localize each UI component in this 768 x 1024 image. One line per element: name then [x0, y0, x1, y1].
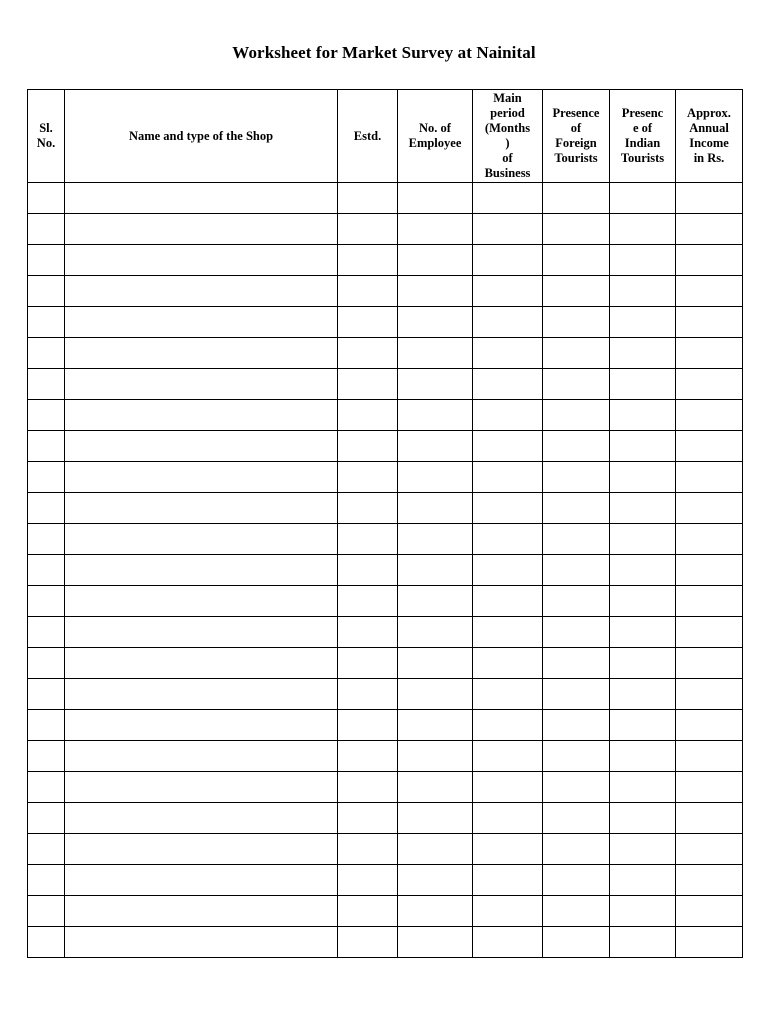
- cell-sl-no: [28, 772, 65, 803]
- cell-indian-tourists: [610, 710, 676, 741]
- cell-annual-income: [676, 927, 743, 958]
- cell-indian-tourists: [610, 524, 676, 555]
- cell-estd: [338, 896, 398, 927]
- cell-foreign-tourists: [543, 276, 610, 307]
- cell-shop-name: [65, 648, 338, 679]
- cell-foreign-tourists: [543, 710, 610, 741]
- table-row: [28, 865, 743, 896]
- cell-shop-name: [65, 834, 338, 865]
- cell-business-period: [473, 648, 543, 679]
- cell-annual-income: [676, 400, 743, 431]
- col-header-employees: No. of Employee: [398, 90, 473, 183]
- cell-shop-name: [65, 276, 338, 307]
- cell-shop-name: [65, 462, 338, 493]
- survey-table-body: [28, 183, 743, 958]
- cell-employees: [398, 648, 473, 679]
- table-row: [28, 710, 743, 741]
- cell-business-period: [473, 307, 543, 338]
- cell-indian-tourists: [610, 648, 676, 679]
- cell-annual-income: [676, 431, 743, 462]
- cell-sl-no: [28, 865, 65, 896]
- cell-sl-no: [28, 524, 65, 555]
- cell-foreign-tourists: [543, 865, 610, 896]
- cell-estd: [338, 648, 398, 679]
- cell-indian-tourists: [610, 462, 676, 493]
- cell-indian-tourists: [610, 865, 676, 896]
- cell-annual-income: [676, 741, 743, 772]
- col-header-business-period: Main period (Months ) of Business: [473, 90, 543, 183]
- cell-annual-income: [676, 369, 743, 400]
- cell-employees: [398, 586, 473, 617]
- cell-sl-no: [28, 617, 65, 648]
- cell-annual-income: [676, 183, 743, 214]
- cell-sl-no: [28, 183, 65, 214]
- table-row: [28, 772, 743, 803]
- cell-business-period: [473, 462, 543, 493]
- cell-foreign-tourists: [543, 679, 610, 710]
- cell-employees: [398, 679, 473, 710]
- cell-employees: [398, 276, 473, 307]
- cell-foreign-tourists: [543, 741, 610, 772]
- cell-employees: [398, 245, 473, 276]
- cell-shop-name: [65, 338, 338, 369]
- cell-employees: [398, 214, 473, 245]
- cell-estd: [338, 307, 398, 338]
- cell-indian-tourists: [610, 617, 676, 648]
- cell-annual-income: [676, 307, 743, 338]
- cell-annual-income: [676, 338, 743, 369]
- cell-sl-no: [28, 927, 65, 958]
- cell-sl-no: [28, 586, 65, 617]
- cell-business-period: [473, 245, 543, 276]
- cell-estd: [338, 741, 398, 772]
- table-row: [28, 927, 743, 958]
- table-row: [28, 896, 743, 927]
- cell-shop-name: [65, 586, 338, 617]
- cell-shop-name: [65, 710, 338, 741]
- table-row: [28, 803, 743, 834]
- cell-employees: [398, 369, 473, 400]
- cell-annual-income: [676, 586, 743, 617]
- cell-foreign-tourists: [543, 772, 610, 803]
- table-row: [28, 462, 743, 493]
- cell-indian-tourists: [610, 927, 676, 958]
- cell-indian-tourists: [610, 834, 676, 865]
- cell-employees: [398, 741, 473, 772]
- cell-annual-income: [676, 276, 743, 307]
- cell-annual-income: [676, 803, 743, 834]
- worksheet-title: Worksheet for Market Survey at Nainital: [232, 43, 536, 62]
- cell-foreign-tourists: [543, 617, 610, 648]
- cell-shop-name: [65, 679, 338, 710]
- cell-sl-no: [28, 307, 65, 338]
- header-row: [28, 90, 743, 183]
- cell-indian-tourists: [610, 586, 676, 617]
- cell-foreign-tourists: [543, 369, 610, 400]
- cell-annual-income: [676, 865, 743, 896]
- table-row: [28, 307, 743, 338]
- cell-indian-tourists: [610, 307, 676, 338]
- cell-estd: [338, 834, 398, 865]
- survey-table: [27, 89, 743, 958]
- col-header-foreign-tourists: Presence of Foreign Tourists: [543, 90, 610, 183]
- cell-sl-no: [28, 648, 65, 679]
- table-row: [28, 276, 743, 307]
- table-row: [28, 586, 743, 617]
- cell-business-period: [473, 183, 543, 214]
- table-row: [28, 834, 743, 865]
- cell-business-period: [473, 555, 543, 586]
- cell-foreign-tourists: [543, 400, 610, 431]
- cell-shop-name: [65, 400, 338, 431]
- cell-indian-tourists: [610, 741, 676, 772]
- cell-foreign-tourists: [543, 834, 610, 865]
- col-header-indian-tourists: Presenc e of Indian Tourists: [610, 90, 676, 183]
- cell-annual-income: [676, 648, 743, 679]
- cell-business-period: [473, 927, 543, 958]
- cell-shop-name: [65, 183, 338, 214]
- cell-shop-name: [65, 617, 338, 648]
- cell-annual-income: [676, 524, 743, 555]
- cell-annual-income: [676, 834, 743, 865]
- col-header-shop-name: Name and type of the Shop: [65, 90, 338, 183]
- cell-employees: [398, 307, 473, 338]
- cell-employees: [398, 834, 473, 865]
- cell-estd: [338, 369, 398, 400]
- cell-estd: [338, 865, 398, 896]
- cell-foreign-tourists: [543, 555, 610, 586]
- cell-business-period: [473, 803, 543, 834]
- cell-employees: [398, 400, 473, 431]
- cell-sl-no: [28, 369, 65, 400]
- cell-estd: [338, 524, 398, 555]
- cell-indian-tourists: [610, 431, 676, 462]
- cell-shop-name: [65, 493, 338, 524]
- cell-business-period: [473, 214, 543, 245]
- cell-sl-no: [28, 710, 65, 741]
- cell-indian-tourists: [610, 338, 676, 369]
- cell-foreign-tourists: [543, 524, 610, 555]
- table-row: [28, 617, 743, 648]
- table-row: [28, 183, 743, 214]
- cell-employees: [398, 865, 473, 896]
- cell-estd: [338, 927, 398, 958]
- cell-annual-income: [676, 772, 743, 803]
- table-row: [28, 245, 743, 276]
- cell-estd: [338, 431, 398, 462]
- cell-indian-tourists: [610, 245, 676, 276]
- cell-sl-no: [28, 245, 65, 276]
- table-row: [28, 524, 743, 555]
- cell-shop-name: [65, 741, 338, 772]
- cell-indian-tourists: [610, 369, 676, 400]
- cell-business-period: [473, 524, 543, 555]
- cell-estd: [338, 338, 398, 369]
- cell-estd: [338, 462, 398, 493]
- cell-shop-name: [65, 803, 338, 834]
- cell-estd: [338, 617, 398, 648]
- table-row: [28, 369, 743, 400]
- cell-employees: [398, 431, 473, 462]
- cell-foreign-tourists: [543, 214, 610, 245]
- cell-annual-income: [676, 617, 743, 648]
- cell-estd: [338, 710, 398, 741]
- cell-foreign-tourists: [543, 245, 610, 276]
- cell-estd: [338, 586, 398, 617]
- cell-estd: [338, 183, 398, 214]
- cell-sl-no: [28, 803, 65, 834]
- cell-shop-name: [65, 927, 338, 958]
- table-row: [28, 493, 743, 524]
- cell-annual-income: [676, 462, 743, 493]
- cell-employees: [398, 772, 473, 803]
- cell-business-period: [473, 679, 543, 710]
- cell-employees: [398, 896, 473, 927]
- cell-employees: [398, 617, 473, 648]
- cell-sl-no: [28, 493, 65, 524]
- cell-business-period: [473, 710, 543, 741]
- cell-annual-income: [676, 710, 743, 741]
- col-header-sl-no: Sl. No.: [28, 90, 65, 183]
- cell-shop-name: [65, 214, 338, 245]
- cell-estd: [338, 245, 398, 276]
- cell-shop-name: [65, 369, 338, 400]
- cell-foreign-tourists: [543, 307, 610, 338]
- cell-shop-name: [65, 772, 338, 803]
- cell-business-period: [473, 865, 543, 896]
- cell-annual-income: [676, 214, 743, 245]
- cell-sl-no: [28, 896, 65, 927]
- cell-foreign-tourists: [543, 338, 610, 369]
- cell-employees: [398, 462, 473, 493]
- cell-employees: [398, 555, 473, 586]
- cell-foreign-tourists: [543, 462, 610, 493]
- cell-business-period: [473, 431, 543, 462]
- cell-estd: [338, 214, 398, 245]
- table-row: [28, 555, 743, 586]
- cell-employees: [398, 927, 473, 958]
- cell-estd: [338, 772, 398, 803]
- cell-annual-income: [676, 896, 743, 927]
- cell-estd: [338, 400, 398, 431]
- cell-employees: [398, 710, 473, 741]
- cell-business-period: [473, 741, 543, 772]
- cell-indian-tourists: [610, 183, 676, 214]
- cell-sl-no: [28, 214, 65, 245]
- cell-estd: [338, 679, 398, 710]
- cell-employees: [398, 524, 473, 555]
- cell-estd: [338, 803, 398, 834]
- cell-sl-no: [28, 400, 65, 431]
- table-row: [28, 400, 743, 431]
- table-row: [28, 648, 743, 679]
- cell-annual-income: [676, 245, 743, 276]
- cell-indian-tourists: [610, 803, 676, 834]
- cell-shop-name: [65, 431, 338, 462]
- cell-business-period: [473, 586, 543, 617]
- cell-estd: [338, 555, 398, 586]
- cell-shop-name: [65, 307, 338, 338]
- cell-shop-name: [65, 555, 338, 586]
- cell-indian-tourists: [610, 214, 676, 245]
- cell-foreign-tourists: [543, 586, 610, 617]
- cell-business-period: [473, 834, 543, 865]
- cell-indian-tourists: [610, 555, 676, 586]
- cell-business-period: [473, 617, 543, 648]
- cell-business-period: [473, 276, 543, 307]
- cell-sl-no: [28, 462, 65, 493]
- table-row: [28, 679, 743, 710]
- cell-shop-name: [65, 896, 338, 927]
- cell-foreign-tourists: [543, 648, 610, 679]
- cell-annual-income: [676, 679, 743, 710]
- cell-shop-name: [65, 865, 338, 896]
- cell-annual-income: [676, 493, 743, 524]
- cell-sl-no: [28, 338, 65, 369]
- cell-shop-name: [65, 524, 338, 555]
- table-row: [28, 214, 743, 245]
- cell-indian-tourists: [610, 772, 676, 803]
- cell-indian-tourists: [610, 896, 676, 927]
- cell-sl-no: [28, 834, 65, 865]
- cell-business-period: [473, 400, 543, 431]
- table-row: [28, 431, 743, 462]
- cell-estd: [338, 493, 398, 524]
- cell-annual-income: [676, 555, 743, 586]
- cell-shop-name: [65, 245, 338, 276]
- cell-indian-tourists: [610, 679, 676, 710]
- cell-foreign-tourists: [543, 896, 610, 927]
- cell-foreign-tourists: [543, 803, 610, 834]
- cell-foreign-tourists: [543, 431, 610, 462]
- cell-employees: [398, 493, 473, 524]
- cell-employees: [398, 803, 473, 834]
- cell-employees: [398, 338, 473, 369]
- cell-indian-tourists: [610, 400, 676, 431]
- cell-foreign-tourists: [543, 493, 610, 524]
- cell-business-period: [473, 772, 543, 803]
- cell-business-period: [473, 338, 543, 369]
- cell-sl-no: [28, 741, 65, 772]
- cell-sl-no: [28, 679, 65, 710]
- cell-business-period: [473, 369, 543, 400]
- cell-business-period: [473, 896, 543, 927]
- cell-indian-tourists: [610, 276, 676, 307]
- table-row: [28, 741, 743, 772]
- cell-indian-tourists: [610, 493, 676, 524]
- col-header-annual-income: Approx. Annual Income in Rs.: [676, 90, 743, 183]
- cell-foreign-tourists: [543, 927, 610, 958]
- cell-sl-no: [28, 431, 65, 462]
- col-header-estd: Estd.: [338, 90, 398, 183]
- cell-estd: [338, 276, 398, 307]
- cell-business-period: [473, 493, 543, 524]
- cell-sl-no: [28, 276, 65, 307]
- cell-employees: [398, 183, 473, 214]
- table-row: [28, 338, 743, 369]
- cell-foreign-tourists: [543, 183, 610, 214]
- cell-sl-no: [28, 555, 65, 586]
